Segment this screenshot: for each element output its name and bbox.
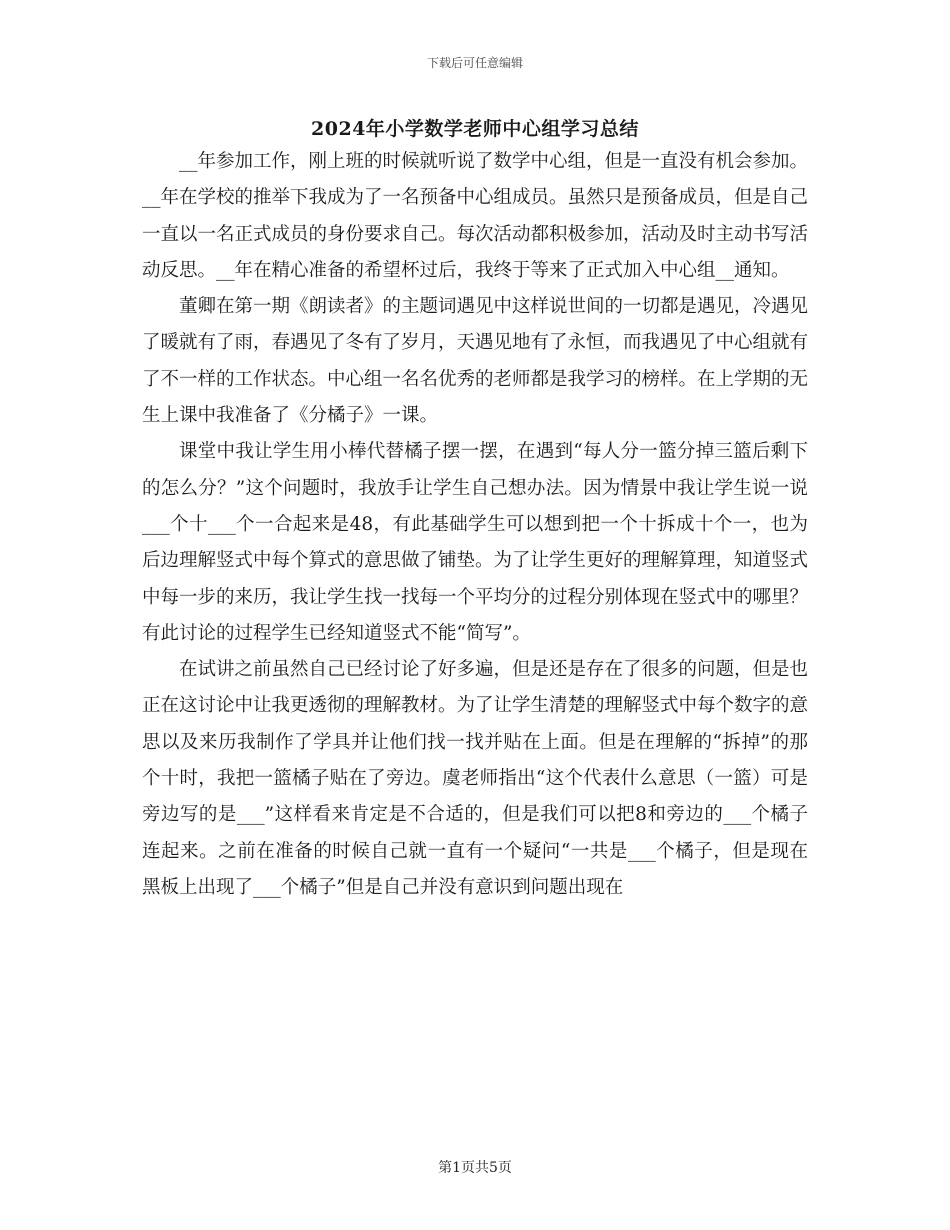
- document-body: [142, 144, 808, 906]
- page-number: 第1页共5页: [438, 1160, 512, 1176]
- paragraph-3: 课堂中我让学生用小棒代替橘子摆一摆，在遇到“每人分一篮分掉三篮后剩下的怎么分？”这个问题时，我放手让学生自己想办法。因为情景中我让学生说一说___个十___个一合起来是48，有此基础学生可以想到把一个十拆成十个一，也为后边理解竖式中每个算式的意思做了铺垫。为了让学生更好的理解算理，知道竖式中每一步的来历，我让学生找一找每一个平均分的过程分别体现在竖式中的哪里？有此讨论的过程学生已经知道竖式不能“简写”。: [142, 441, 809, 644]
- paragraph-2: 董卿在第一期《朗读者》的主题词遇见中这样说世间的一切都是遇见，冷遇见了暖就有了雨，春遇见了冬有了岁月，天遇见地有了永恒，而我遇见了中心组就有了不一样的工作状态。中心组一名名优秀的老师都是我学习的榜样。在上学期的无生上课中我准备了《分橘子》一课。: [142, 296, 809, 427]
- page-header-note: 下载后可任意编辑: [426, 56, 523, 70]
- paragraph-4: 在试讲之前虽然自己已经讨论了好多遍，但是还是存在了很多的问题，但是也正在这讨论中让我更透彻的理解教材。为了让学生清楚的理解竖式中每个数字的意思以及来历我制作了学具并让他们找一找并贴在上面。但是在理解的“拆掉”的那个十时，我把一篮橘子贴在了旁边。虞老师指出“这个代表什么意思（一篮）可是旁边写的是___”这样看来肯定是不合适的，但是我们可以把8和旁边的___个橘子连起来。之前在准备的时候自己就一直有一个疑问“一共是___个橘子，但是现在黑板上出现了___个橘子”但是自己并没有意识到问题出现在: [142, 659, 809, 898]
- document-title: 2024年小学数学老师中心组学习总结: [311, 118, 639, 140]
- paragraph-1: __年参加工作，刚上班的时候就听说了数学中心组，但是一直没有机会参加。__年在学校的推举下我成为了一名预备中心组成员。虽然只是预备成员，但是自己一直以一名正式成员的身份要求自己。每次活动都积极参加，活动及时主动书写活动反思。__年在精心准备的希望杯过后，我终于等来了正式加入中心组__通知。: [142, 151, 809, 281]
